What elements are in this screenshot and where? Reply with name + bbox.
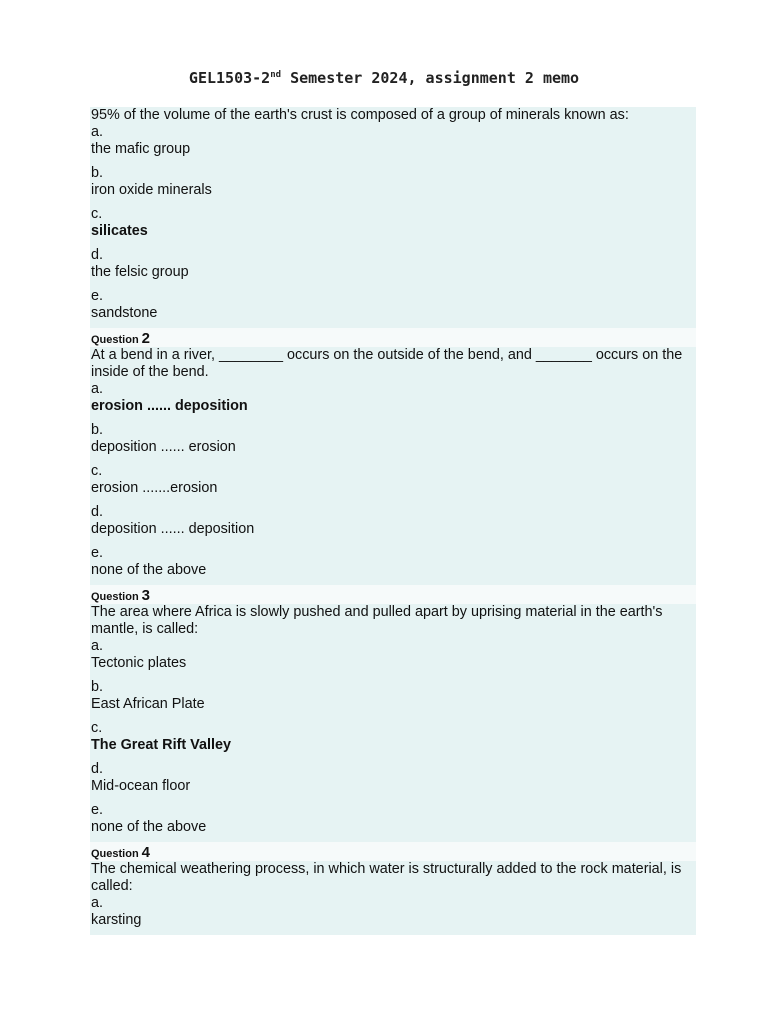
question-text: 95% of the volume of the earth's crust is composed of a group of minerals known as: xyxy=(91,107,629,123)
option-a xyxy=(91,895,695,929)
option-c-correct xyxy=(91,720,695,754)
option-text: none of the above xyxy=(91,819,207,835)
option-e xyxy=(91,288,695,322)
option-text: deposition ...... deposition xyxy=(91,521,255,537)
option-letter: e. xyxy=(91,288,104,304)
question-text: At a bend in a river, ________ occurs on the outside of the bend, and _______ occurs on the inside of the bend. xyxy=(91,347,683,380)
question-number: 4 xyxy=(141,844,151,861)
question-header xyxy=(90,585,696,604)
option-e xyxy=(91,802,695,836)
option-a-correct xyxy=(91,381,695,415)
question-label: Question xyxy=(91,334,139,346)
option-b xyxy=(91,165,695,199)
option-letter: c. xyxy=(91,206,103,222)
question-3 xyxy=(90,604,696,842)
option-c xyxy=(91,463,695,497)
option-text: The Great Rift Valley xyxy=(91,737,231,753)
question-text: The area where Africa is slowly pushed and pulled apart by uprising material in the earth's mantle, is called: xyxy=(91,604,663,637)
option-letter: b. xyxy=(91,165,104,181)
question-number: 2 xyxy=(141,330,151,347)
option-e xyxy=(91,545,695,579)
question-number: 3 xyxy=(141,587,151,604)
option-letter: a. xyxy=(91,381,104,397)
option-a xyxy=(91,124,695,158)
option-text: karsting xyxy=(91,912,142,928)
option-text: erosion .......erosion xyxy=(91,480,218,496)
option-text: Mid-ocean floor xyxy=(91,778,191,794)
question-label: Question xyxy=(91,591,139,603)
option-text: none of the above xyxy=(91,562,207,578)
option-text: erosion ...... deposition xyxy=(91,398,248,414)
option-letter: b. xyxy=(91,422,104,438)
question-text: The chemical weathering process, in which water is structurally added to the rock material, is called: xyxy=(91,861,682,894)
question-label: Question xyxy=(91,848,139,860)
question-1 xyxy=(90,107,696,328)
option-text: the felsic group xyxy=(91,264,189,280)
option-letter: d. xyxy=(91,504,104,520)
option-d xyxy=(91,247,695,281)
title-superscript: nd xyxy=(270,70,282,80)
question-2 xyxy=(90,347,696,585)
option-b xyxy=(91,422,695,456)
option-letter: d. xyxy=(91,247,104,263)
option-text: East African Plate xyxy=(91,696,205,712)
option-d xyxy=(91,504,695,538)
option-a xyxy=(91,638,695,672)
question-4 xyxy=(90,861,696,935)
option-letter: c. xyxy=(91,463,103,479)
option-letter: a. xyxy=(91,124,104,140)
option-letter: c. xyxy=(91,720,103,736)
option-letter: a. xyxy=(91,638,104,654)
option-text: deposition ...... erosion xyxy=(91,439,236,455)
option-d xyxy=(91,761,695,795)
question-header xyxy=(90,328,696,347)
option-text: silicates xyxy=(91,223,148,239)
option-text: Tectonic plates xyxy=(91,655,187,671)
title-prefix: GEL1503-2 xyxy=(188,69,271,87)
memo-document xyxy=(90,107,696,935)
title-suffix: Semester 2024, assignment 2 memo xyxy=(281,69,580,87)
option-text: sandstone xyxy=(91,305,158,321)
option-letter: a. xyxy=(91,895,104,911)
option-letter: e. xyxy=(91,802,104,818)
option-text: iron oxide minerals xyxy=(91,182,212,198)
option-c-correct xyxy=(91,206,695,240)
option-letter: e. xyxy=(91,545,104,561)
page-title xyxy=(0,69,768,87)
option-text: the mafic group xyxy=(91,141,191,157)
question-header xyxy=(90,842,696,861)
option-b xyxy=(91,679,695,713)
option-letter: d. xyxy=(91,761,104,777)
option-letter: b. xyxy=(91,679,104,695)
